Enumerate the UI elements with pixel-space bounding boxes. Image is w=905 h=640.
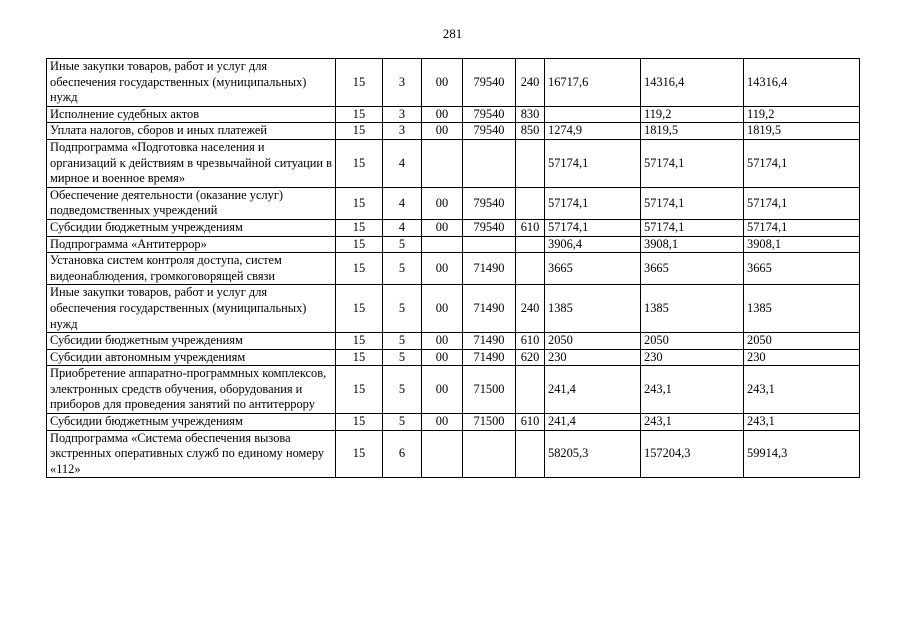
table-row	[47, 366, 860, 414]
row-value-1: 57174,1	[545, 139, 641, 187]
row-code-5: 240	[516, 285, 545, 333]
row-code-1: 15	[336, 59, 383, 107]
row-code-3: 00	[422, 187, 463, 219]
row-code-3: 00	[422, 106, 463, 123]
row-code-5: 830	[516, 106, 545, 123]
row-code-4: 71490	[463, 349, 516, 366]
row-value-3: 3908,1	[744, 236, 860, 253]
row-value-2: 1385	[641, 285, 744, 333]
row-value-2: 57174,1	[641, 219, 744, 236]
table-row	[47, 430, 860, 478]
row-code-4: 79540	[463, 123, 516, 140]
row-code-5: 610	[516, 219, 545, 236]
row-code-1: 15	[336, 253, 383, 285]
row-value-2: 157204,3	[641, 430, 744, 478]
table-row	[47, 333, 860, 350]
row-code-1: 15	[336, 219, 383, 236]
row-code-1: 15	[336, 414, 383, 431]
row-code-4	[463, 236, 516, 253]
row-code-1: 15	[336, 187, 383, 219]
table-row	[47, 59, 860, 107]
row-name: Субсидии бюджетным учреждениям	[47, 333, 336, 350]
row-code-2: 3	[383, 59, 422, 107]
row-code-1: 15	[336, 106, 383, 123]
row-value-2: 57174,1	[641, 187, 744, 219]
row-code-2: 5	[383, 349, 422, 366]
row-value-2: 119,2	[641, 106, 744, 123]
table-row	[47, 236, 860, 253]
row-code-5: 850	[516, 123, 545, 140]
row-code-5: 620	[516, 349, 545, 366]
row-value-3: 3665	[744, 253, 860, 285]
row-value-1: 2050	[545, 333, 641, 350]
row-name: Исполнение судебных актов	[47, 106, 336, 123]
row-value-2: 243,1	[641, 366, 744, 414]
budget-table	[46, 58, 860, 478]
row-code-4: 71490	[463, 253, 516, 285]
row-code-2: 5	[383, 236, 422, 253]
table-body	[47, 59, 860, 478]
row-value-3: 230	[744, 349, 860, 366]
row-value-3: 57174,1	[744, 219, 860, 236]
row-code-2: 4	[383, 187, 422, 219]
row-code-3	[422, 236, 463, 253]
row-code-5	[516, 253, 545, 285]
row-value-2: 3665	[641, 253, 744, 285]
row-value-3: 243,1	[744, 414, 860, 431]
table-row	[47, 253, 860, 285]
row-value-1: 230	[545, 349, 641, 366]
row-code-1: 15	[336, 236, 383, 253]
row-code-2: 6	[383, 430, 422, 478]
row-code-4	[463, 139, 516, 187]
row-code-3: 00	[422, 366, 463, 414]
row-code-4: 71500	[463, 414, 516, 431]
row-code-2: 5	[383, 366, 422, 414]
row-value-3: 59914,3	[744, 430, 860, 478]
row-code-5	[516, 366, 545, 414]
row-value-1: 16717,6	[545, 59, 641, 107]
row-value-1	[545, 106, 641, 123]
row-name: Субсидии бюджетным учреждениям	[47, 414, 336, 431]
row-value-3: 1819,5	[744, 123, 860, 140]
page-number: 281	[442, 26, 463, 41]
row-value-1: 241,4	[545, 414, 641, 431]
row-name: Подпрограмма «Система обеспечения вызова экстренных оперативных служб по единому номеру «112»	[47, 430, 336, 478]
row-value-2: 57174,1	[641, 139, 744, 187]
row-value-2: 3908,1	[641, 236, 744, 253]
row-value-2: 230	[641, 349, 744, 366]
table-row	[47, 219, 860, 236]
row-value-3: 243,1	[744, 366, 860, 414]
row-code-2: 3	[383, 123, 422, 140]
row-code-2: 4	[383, 139, 422, 187]
row-code-2: 5	[383, 333, 422, 350]
table-row	[47, 349, 860, 366]
row-code-5	[516, 139, 545, 187]
row-code-3	[422, 139, 463, 187]
row-value-1: 57174,1	[545, 187, 641, 219]
row-code-4: 71490	[463, 333, 516, 350]
row-code-2: 5	[383, 285, 422, 333]
row-code-3: 00	[422, 414, 463, 431]
row-code-5	[516, 187, 545, 219]
row-value-1: 58205,3	[545, 430, 641, 478]
row-code-3: 00	[422, 285, 463, 333]
row-code-4: 79540	[463, 59, 516, 107]
row-code-4: 79540	[463, 106, 516, 123]
table-row	[47, 187, 860, 219]
row-value-2: 2050	[641, 333, 744, 350]
table-row	[47, 123, 860, 140]
table-row	[47, 139, 860, 187]
row-value-2: 14316,4	[641, 59, 744, 107]
row-code-1: 15	[336, 333, 383, 350]
row-code-3	[422, 430, 463, 478]
row-name: Иные закупки товаров, работ и услуг для обеспечения государственных (муниципальных) нужд	[47, 285, 336, 333]
row-code-1: 15	[336, 285, 383, 333]
row-code-5	[516, 236, 545, 253]
row-code-2: 5	[383, 414, 422, 431]
row-value-1: 3906,4	[545, 236, 641, 253]
row-code-3: 00	[422, 59, 463, 107]
row-value-3: 2050	[744, 333, 860, 350]
row-name: Иные закупки товаров, работ и услуг для обеспечения государственных (муниципальных) нужд	[47, 59, 336, 107]
row-value-3: 1385	[744, 285, 860, 333]
row-name: Уплата налогов, сборов и иных платежей	[47, 123, 336, 140]
row-value-3: 57174,1	[744, 139, 860, 187]
row-name: Установка систем контроля доступа, систем видеонаблюдения, громкоговорящей связи	[47, 253, 336, 285]
table-row	[47, 285, 860, 333]
row-code-4: 71500	[463, 366, 516, 414]
row-code-5: 610	[516, 333, 545, 350]
row-name: Приобретение аппаратно-программных комплексов, электронных средств обучения, оборудования и приборов для проведения занятий по антитеррору	[47, 366, 336, 414]
row-code-5: 240	[516, 59, 545, 107]
row-name: Субсидии бюджетным учреждениям	[47, 219, 336, 236]
row-value-1: 241,4	[545, 366, 641, 414]
row-value-3: 57174,1	[744, 187, 860, 219]
row-code-1: 15	[336, 430, 383, 478]
row-value-1: 1385	[545, 285, 641, 333]
row-value-3: 119,2	[744, 106, 860, 123]
row-code-3: 00	[422, 333, 463, 350]
row-code-3: 00	[422, 219, 463, 236]
table-row	[47, 106, 860, 123]
row-code-3: 00	[422, 253, 463, 285]
row-code-1: 15	[336, 123, 383, 140]
row-code-2: 5	[383, 253, 422, 285]
row-code-1: 15	[336, 139, 383, 187]
row-value-1: 1274,9	[545, 123, 641, 140]
row-name: Подпрограмма «Подготовка населения и организаций к действиям в чрезвычайной ситуации в мирное и военное время»	[47, 139, 336, 187]
row-value-1: 3665	[545, 253, 641, 285]
row-code-4: 79540	[463, 187, 516, 219]
row-code-1: 15	[336, 349, 383, 366]
row-name: Подпрограмма «Антитеррор»	[47, 236, 336, 253]
row-code-1: 15	[336, 366, 383, 414]
row-value-3: 14316,4	[744, 59, 860, 107]
row-value-1: 57174,1	[545, 219, 641, 236]
row-code-4: 79540	[463, 219, 516, 236]
row-code-2: 4	[383, 219, 422, 236]
table-row	[47, 414, 860, 431]
row-value-2: 243,1	[641, 414, 744, 431]
row-code-3: 00	[422, 349, 463, 366]
row-value-2: 1819,5	[641, 123, 744, 140]
row-code-4	[463, 430, 516, 478]
row-code-5	[516, 430, 545, 478]
row-name: Субсидии автономным учреждениям	[47, 349, 336, 366]
row-code-5: 610	[516, 414, 545, 431]
row-code-3: 00	[422, 123, 463, 140]
row-code-2: 3	[383, 106, 422, 123]
row-code-4: 71490	[463, 285, 516, 333]
row-name: Обеспечение деятельности (оказание услуг) подведомственных учреждений	[47, 187, 336, 219]
